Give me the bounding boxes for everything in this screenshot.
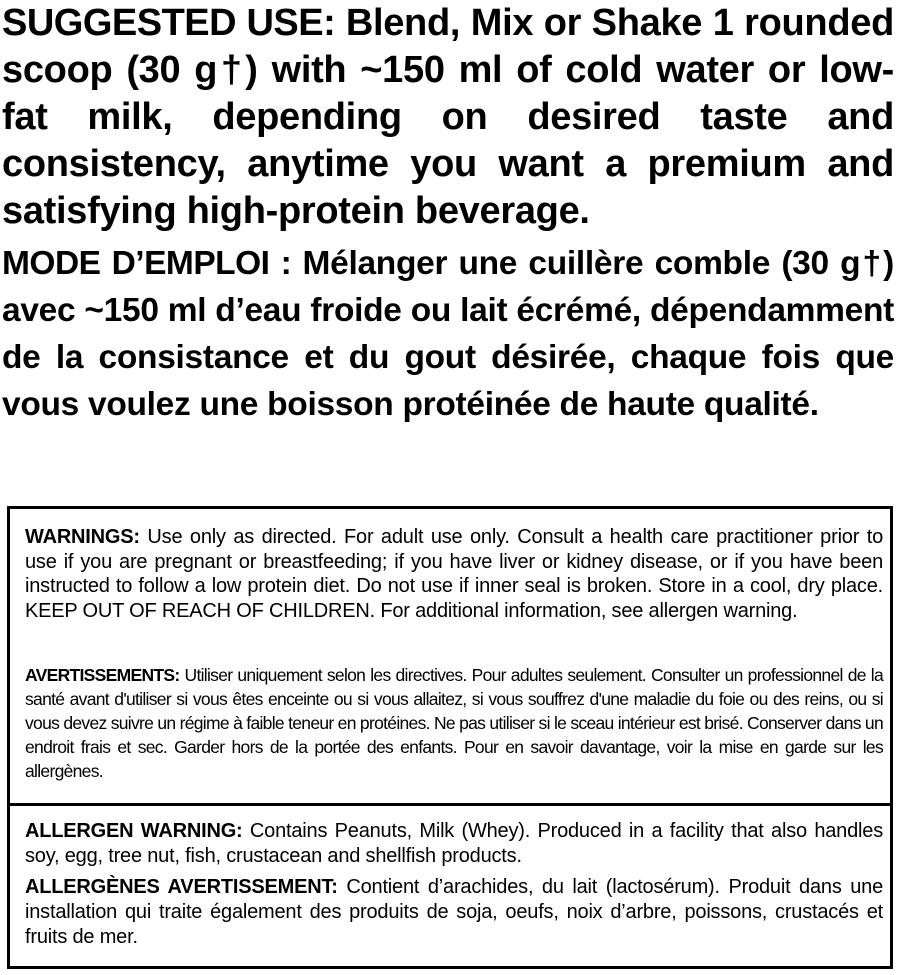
avertissements-text: Utiliser uniquement selon les directives. Pour adultes seulement. Consulter un professionnel de la santé avant d'utiliser si vous êtes enceinte ou si vous allaitez, si vous souffrez d'une maladie du foie ou des reins, ou si vous devez suivre un régime à faible teneur en protéines. Ne pas utiliser si le sceau intérieur est brisé. Conserver dans un endroit frais et sec. Garder hors de la portée des enfants. Pour en savoir davantage, voir la mise en garde sur les allergènes. <box>25 665 883 781</box>
allergenes-avertissement-fr <box>25 875 883 950</box>
allergen-warning-en <box>25 819 883 869</box>
allergenes-avertissement-label: ALLERGÈNES AVERTISSEMENT: <box>25 876 338 898</box>
avertissements-label: AVERTISSEMENTS: <box>25 665 180 685</box>
suggested-use-text: Blend, Mix or Shake 1 rounded scoop (30 g†) with ~150 ml of cold water or low-fat milk, depending on desired taste and consistency, anytime you want a premium and satisfying high-protein beverage. <box>2 2 894 232</box>
suggested-use-section <box>2 0 894 470</box>
allergen-warning-label: ALLERGEN WARNING: <box>25 820 243 842</box>
warnings-en <box>25 525 883 623</box>
avertissements-fr <box>25 663 883 783</box>
section-divider <box>10 803 890 806</box>
warnings-label: WARNINGS: <box>25 526 140 548</box>
allergenes-avertissement-text: Contient d’arachides, du lait (lactosérum). Produit dans une installation qui traite également des produits de soja, oeufs, noix d’arbre, poissons, crustacés et fruits de mer. <box>25 876 883 948</box>
mode-emploi-fr <box>2 240 894 470</box>
suggested-use-label: SUGGESTED USE: <box>2 2 336 44</box>
suggested-use-en <box>2 0 894 234</box>
warnings-text: Use only as directed. For adult use only. Consult a health care practitioner prior to use if you are pregnant or breastfeeding; if you have liver or kidney disease, or if you have been instructed to follow a low protein diet. Do not use if inner seal is broken. Store in a cool, dry place. KEEP OUT OF REACH OF CHILDREN. For additional information, see allergen warning. <box>25 526 884 622</box>
warnings-box <box>7 506 893 969</box>
mode-emploi-text: Mélanger une cuillère comble (30 g†) avec ~150 ml d’eau froide ou lait écrémé, dépendamment de la consistance et du gout désirée, chaque fois que vous voulez une boisson protéinée de haute qualité. <box>2 245 894 423</box>
mode-emploi-label: MODE D’EMPLOI : <box>2 245 292 282</box>
allergen-warning-text: Contains Peanuts, Milk (Whey). Produced in a facility that also handles soy, egg, tree nut, fish, crustacean and shellfish products. <box>25 820 883 867</box>
